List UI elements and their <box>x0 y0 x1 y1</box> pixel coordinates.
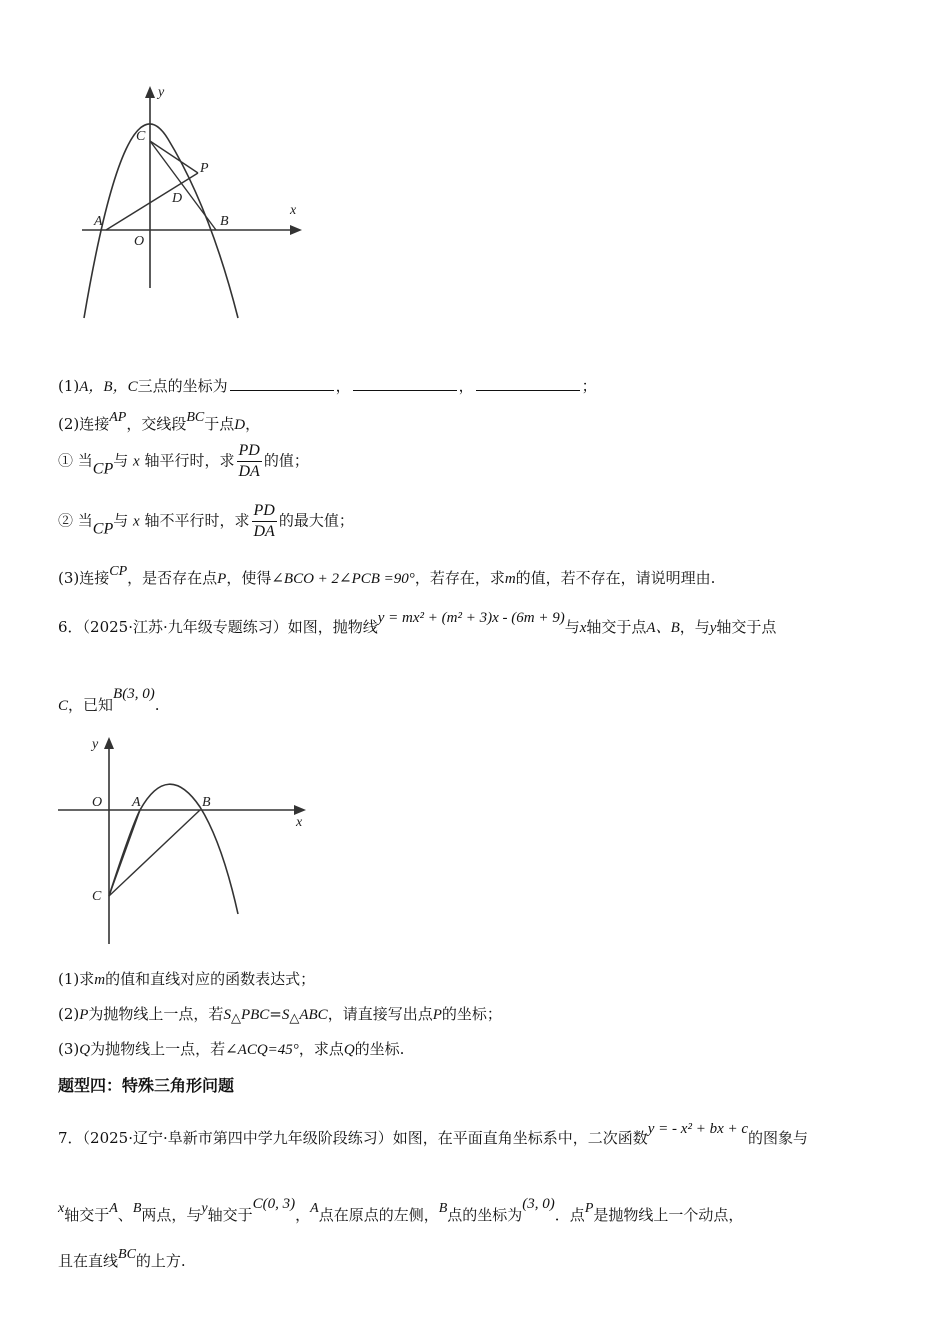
frac-den: DA <box>253 523 275 540</box>
segment-ca <box>109 810 140 896</box>
q7-b: B <box>132 1201 142 1216</box>
fig1-label-p: P <box>200 161 209 176</box>
q6-p2-s1: S <box>223 1007 231 1023</box>
q7-number: 7． <box>58 1129 83 1147</box>
q6-text3: ，与 <box>679 618 710 636</box>
q5-p3-end: 的值，若不存在，请说明理由. <box>515 569 716 587</box>
q6-p2-p2: P <box>432 1007 442 1023</box>
q7-line2 <box>58 1196 743 1225</box>
q6-number: 6． <box>58 618 83 636</box>
q7-t4: 轴交于 <box>207 1206 253 1224</box>
q6-p2-s2: S <box>281 1007 290 1023</box>
q6-source: （2025·江苏·九年级专题练习）如图，抛物线 <box>82 618 378 636</box>
fig2-label-c: C <box>92 889 102 904</box>
q5-p3-m: m <box>504 571 516 587</box>
q6-p2-p: P <box>79 1007 89 1023</box>
q6-p2-pbc: PBC <box>240 1007 270 1023</box>
q6-y: y <box>709 620 717 636</box>
q7-p: P <box>584 1201 594 1216</box>
fig1-label-d: D <box>172 191 183 206</box>
fig1-label-x: x <box>290 203 297 218</box>
q5-c2-cp: CP <box>92 520 114 538</box>
fig2-label-b: B <box>202 795 211 810</box>
segment-cb <box>150 141 216 230</box>
q6-p3-d: 的坐标. <box>354 1040 405 1058</box>
fig1-label-a: A <box>94 214 103 229</box>
q7-b-point: (3, 0) <box>522 1196 555 1212</box>
q7-y: y <box>201 1201 208 1216</box>
fig2-label-a: A <box>132 795 141 810</box>
q7-t2: 、 <box>117 1206 133 1224</box>
q6-p2-a: (2) <box>58 1005 80 1023</box>
q7-t8: ．点 <box>554 1206 585 1224</box>
q6-b-point: B(3, 0) <box>113 686 155 702</box>
q5-p3-mid: ，是否存在点 <box>127 569 218 587</box>
fig2-label-x: x <box>296 815 303 830</box>
q7-l3-bc: BC <box>118 1247 136 1262</box>
q5-p3-p: P <box>217 571 227 587</box>
q5-c1-prefix: ① 当 <box>58 451 93 470</box>
q5-c1-text: 轴平行时，求 <box>144 451 235 470</box>
q6-line2 <box>58 686 159 715</box>
q6-ab: A、B <box>646 620 680 636</box>
q5-p2-bc: BC <box>186 410 205 425</box>
q7-t5: ， <box>295 1206 311 1224</box>
q5-c2-end: 的最大值； <box>278 511 354 530</box>
q6-p3-c: ，求点 <box>298 1040 344 1058</box>
q5-part3 <box>58 564 715 588</box>
answer-blank-b[interactable] <box>353 378 457 391</box>
q7-end1: 的图象与 <box>748 1129 809 1147</box>
q5-p2-prefix: (2)连接 <box>58 415 110 433</box>
q5-p2-end: 于点 <box>204 415 235 433</box>
q7-t7: 点的坐标为 <box>447 1206 523 1224</box>
q6-p3-q2: Q <box>343 1042 355 1058</box>
q6-part3 <box>58 1038 404 1059</box>
q6-known: ，已知 <box>68 696 114 714</box>
x-axis-arrow <box>294 805 306 815</box>
section-heading: 题型四：特殊三角形问题 <box>58 1076 235 1095</box>
parabola-curve <box>109 784 238 914</box>
frac-num: PD <box>252 501 277 522</box>
q7-line3 <box>58 1247 186 1271</box>
q6-period: . <box>154 696 160 714</box>
sep: ， <box>458 377 474 395</box>
fig2-label-y: y <box>92 737 99 752</box>
fig1-label-o: O <box>134 234 145 249</box>
q7-t9: 是抛物线上一个动点， <box>593 1206 744 1224</box>
q6-p3-b: 为抛物线上一点，若 <box>90 1040 226 1058</box>
fig1-label-b: B <box>220 214 229 229</box>
q5-c1-mid: 与 <box>113 451 129 470</box>
q7-c-point: C(0, 3) <box>252 1196 296 1212</box>
q6-text2: 轴交于点 <box>586 618 647 636</box>
q6-p2-tri1: △ <box>230 1011 241 1026</box>
q7-l3-a: 且在直线 <box>58 1252 119 1270</box>
q5-p1-points: A，B，C <box>79 379 138 395</box>
q7-t3: 两点，与 <box>141 1206 202 1224</box>
x-axis-arrow <box>290 225 302 235</box>
q5-p3-mid2: ，使得 <box>226 569 272 587</box>
q5-part1 <box>58 375 597 396</box>
q5-p2-mid: ，交线段 <box>126 415 187 433</box>
q7-formula: y = - x² + bx + c <box>647 1121 749 1137</box>
frac-num: PD <box>237 441 262 462</box>
q6-c: C <box>58 698 69 714</box>
answer-blank-c[interactable] <box>476 378 580 391</box>
q7-source: （2025·辽宁·阜新市第四中学九年级阶段练习）如图，在平面直角坐标系中，二次函数 <box>82 1129 648 1147</box>
q6-mid: 与 <box>564 618 580 636</box>
q6-p3-a: (3) <box>58 1040 80 1058</box>
q6-p3-q: Q <box>79 1042 91 1058</box>
q6-p2-tri2: △ <box>289 1011 300 1026</box>
q6-p3-angle: ∠ACQ=45° <box>225 1042 299 1058</box>
end: ； <box>581 377 597 395</box>
q7-a: A <box>109 1201 118 1216</box>
q5-c1-cp: CP <box>92 460 114 478</box>
q7-a2: A <box>310 1201 319 1216</box>
q7-t1: 轴交于 <box>64 1206 110 1224</box>
sep: ， <box>335 377 351 395</box>
q6-p2-b: 为抛物线上一点，若 <box>88 1005 224 1023</box>
frac-den: DA <box>238 463 260 480</box>
q5-part2 <box>58 410 260 434</box>
q7-l3-b: 的上方. <box>135 1252 186 1270</box>
y-axis-arrow <box>145 86 155 98</box>
q5-c1-x: x <box>133 453 140 470</box>
q7-b2: B <box>438 1201 448 1216</box>
q6-p2-c: ，请直接写出点 <box>327 1005 433 1023</box>
fraction-pd-da <box>237 441 262 482</box>
fig2-label-o: O <box>92 795 103 810</box>
q6-p1-a: (1)求 <box>58 970 95 988</box>
q5-p3-angle: ∠BCO + 2∠PCB =90° <box>271 571 415 587</box>
parabola-curve <box>84 124 238 318</box>
fraction-pd-da-2 <box>252 501 277 542</box>
q6-p2-abc: ABC <box>299 1007 328 1023</box>
q7-t6: 点在原点的左侧， <box>318 1206 439 1224</box>
q5-p2-comma: ， <box>245 415 261 433</box>
y-axis-arrow <box>104 737 114 749</box>
q6-text4: 轴交于点 <box>716 618 777 636</box>
figure-parabola-2 <box>56 732 316 952</box>
q6-p2-eq: = <box>269 1005 282 1023</box>
q6-part2 <box>58 1003 502 1026</box>
q6-part1 <box>58 968 315 989</box>
q6-p1-m: m <box>94 972 106 988</box>
fig1-label-y: y <box>158 85 165 100</box>
q5-p1-prefix: (1) <box>58 377 80 395</box>
q6-x: x <box>579 620 587 636</box>
q7-header <box>58 1121 808 1148</box>
q7-x: x <box>58 1201 65 1216</box>
q6-p2-d: 的坐标； <box>441 1005 502 1023</box>
segment-ap <box>106 173 198 230</box>
q5-case1 <box>58 441 309 482</box>
fig1-label-c: C <box>136 129 146 144</box>
q5-c2-mid: 与 <box>113 511 129 530</box>
q5-p2-d: D <box>234 417 246 433</box>
q5-p1-text: 三点的坐标为 <box>137 377 228 395</box>
answer-blank-a[interactable] <box>230 378 334 391</box>
q6-p1-b: 的值和直线对应的函数表达式； <box>105 970 316 988</box>
q5-p3-cp: CP <box>109 564 128 579</box>
q5-p2-ap: AP <box>109 410 127 425</box>
q5-c2-text: 轴不平行时，求 <box>144 511 250 530</box>
q6-formula: y = mx² + (m² + 3)x - (6m + 9) <box>377 610 565 626</box>
q6-header <box>58 610 776 637</box>
segment-cp <box>150 141 198 173</box>
q5-p3-mid3: ，若存在，求 <box>414 569 505 587</box>
q5-case2 <box>58 501 354 542</box>
q5-p3-prefix: (3)连接 <box>58 569 110 587</box>
q5-c2-x: x <box>133 513 140 530</box>
figure-parabola-1 <box>70 78 315 328</box>
q5-c1-end: 的值； <box>263 451 309 470</box>
q5-c2-prefix: ② 当 <box>58 511 93 530</box>
